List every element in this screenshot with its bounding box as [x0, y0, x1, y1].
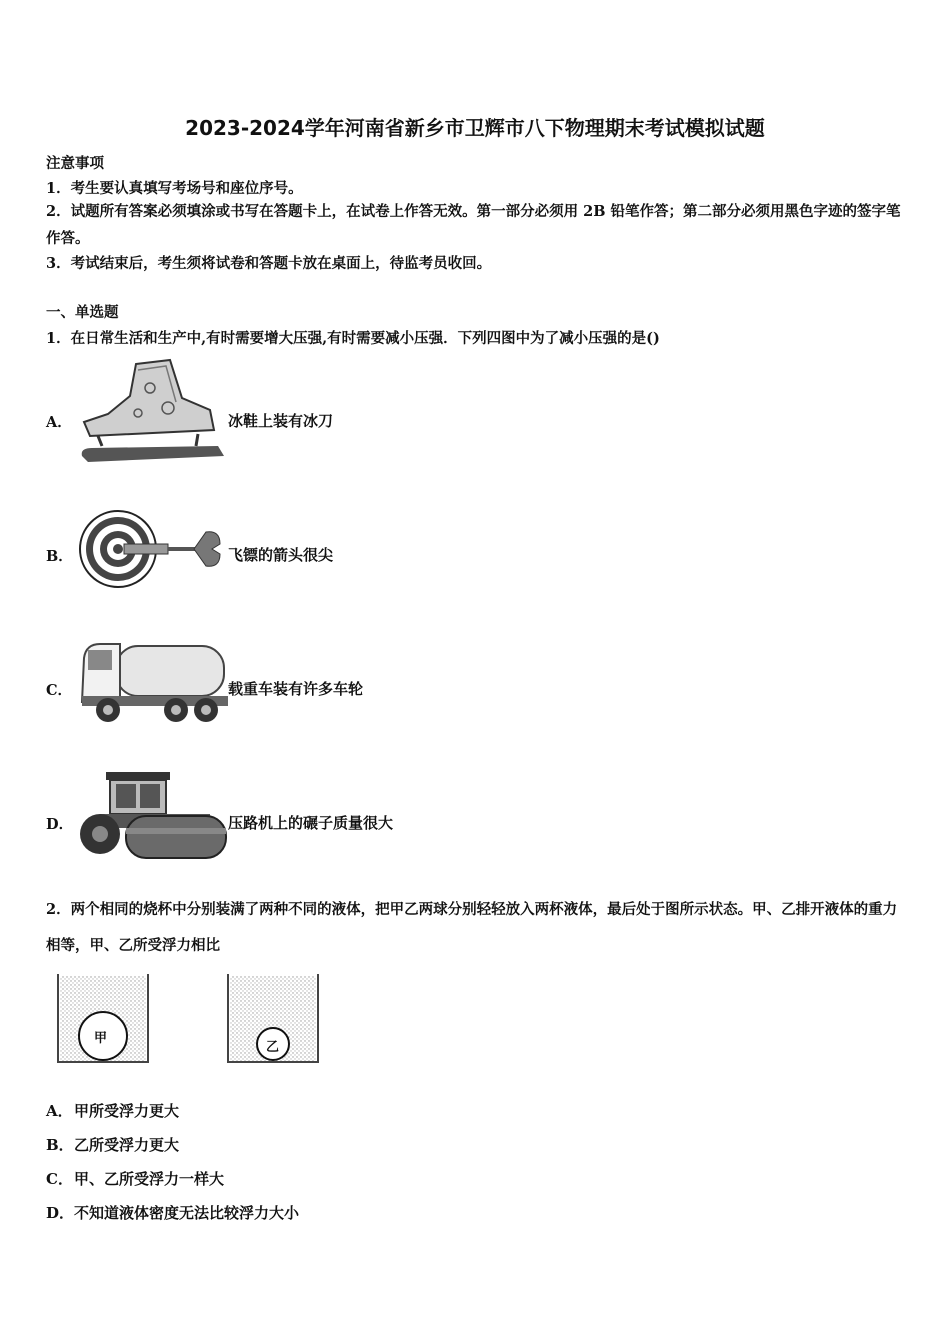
q1-stem: 1．在日常生活和生产中,有时需要增大压强,有时需要减小压强．下列四图中为了减小压强的是() — [46, 330, 660, 347]
q1-option-b-letter: B． — [46, 548, 73, 565]
notice-item-1: 1．考生要认真填写考场号和座位序号。 — [46, 180, 303, 197]
q1-option-a-letter: A． — [46, 414, 72, 431]
q1-option-d-text: 压路机上的碾子质量很大 — [228, 814, 394, 832]
notice-heading: 注意事项 — [46, 155, 104, 172]
beaker-a-image — [54, 972, 152, 1066]
q2-option-a: A．甲所受浮力更大 — [46, 1102, 180, 1120]
q2-option-c: C．甲、乙所受浮力一样大 — [46, 1170, 225, 1188]
ice-skate-image — [78, 358, 228, 470]
q1-option-d-letter: D． — [46, 816, 74, 833]
section-heading: 一、单选题 — [46, 304, 119, 321]
q2-option-b: B．乙所受浮力更大 — [46, 1136, 180, 1154]
notice-item-3: 3．考试结束后，考生须将试卷和答题卡放在桌面上，待监考员收回。 — [46, 255, 492, 272]
tanker-truck-image — [80, 640, 228, 726]
q1-option-b-text: 飞镖的箭头很尖 — [228, 546, 334, 564]
page-title: 2023-2024学年河南省新乡市卫辉市八下物理期末考试模拟试题 — [185, 116, 765, 140]
q1-option-a-text: 冰鞋上装有冰刀 — [228, 412, 334, 430]
ball-a-label: 甲 — [94, 1031, 108, 1046]
q1-option-c-letter: C． — [46, 682, 73, 699]
dart-target-image — [78, 508, 228, 590]
notice-item-2: 2．试题所有答案必须填涂或书写在答题卡上，在试卷上作答无效。第一部分必须用 2B 铅笔作答；第二部分必须用黑色字迹的签字笔作答。 — [46, 203, 901, 247]
road-roller-image — [78, 770, 228, 862]
q2-option-d: D．不知道液体密度无法比较浮力大小 — [46, 1204, 300, 1222]
q2-stem: 2．两个相同的烧杯中分别装满了两种不同的液体，把甲乙两球分别轻轻放入两杯液体，最后处于图所示状态。甲、乙排开液体的重力相等，甲、乙所受浮力相比 — [46, 901, 898, 954]
ball-b-label: 乙 — [266, 1040, 280, 1055]
q1-option-c-text: 载重车装有许多车轮 — [228, 680, 364, 698]
